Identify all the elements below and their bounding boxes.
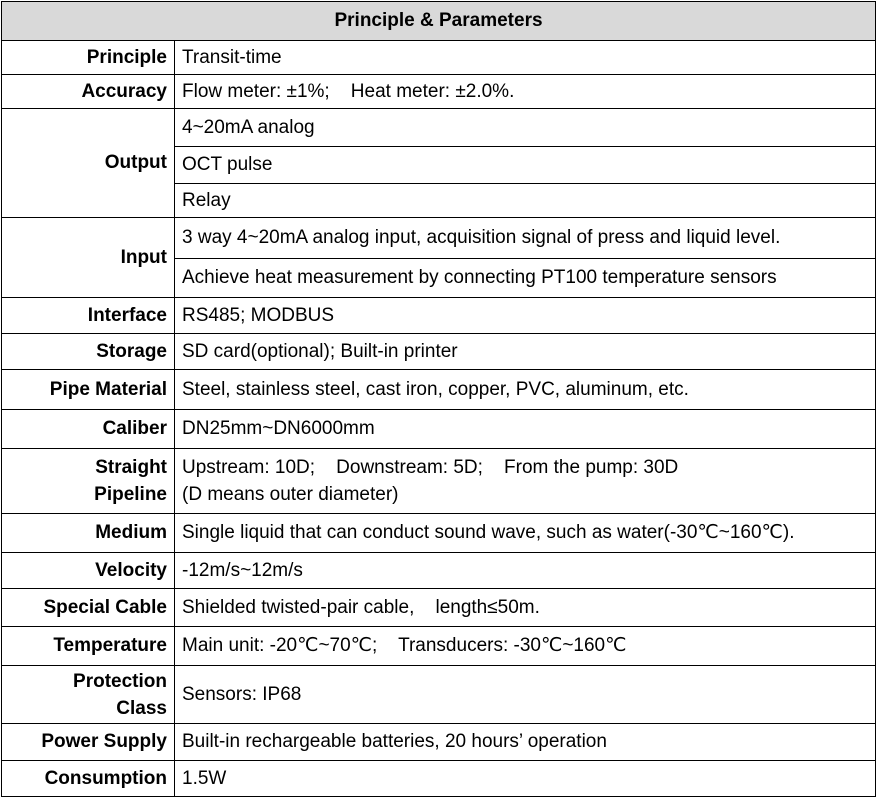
label-temperature: Temperature xyxy=(2,627,175,666)
label-storage: Storage xyxy=(2,334,175,370)
value-straight-pipeline xyxy=(175,449,876,514)
label-input: Input xyxy=(2,218,175,298)
value-straight-pipeline-line2: (D means outer diameter) xyxy=(182,484,399,505)
table-row-storage xyxy=(2,334,876,370)
table-row-output-1 xyxy=(2,109,876,147)
parameters-table xyxy=(1,1,876,797)
table-row-caliber xyxy=(2,410,876,449)
value-power-supply: Built-in rechargeable batteries, 20 hours’ operation xyxy=(175,724,876,761)
label-protection-class xyxy=(2,666,175,724)
table-row-accuracy xyxy=(2,75,876,109)
table-header-row xyxy=(2,2,876,41)
table-title: Principle & Parameters xyxy=(2,2,876,41)
value-special-cable: Shielded twisted-pair cable, length≤50m. xyxy=(175,589,876,627)
value-straight-pipeline-line1: Upstream: 10D; Downstream: 5D; From the pump: 30D xyxy=(182,457,679,478)
label-protection-class-line2: Class xyxy=(116,697,167,719)
table-row-interface xyxy=(2,298,876,334)
value-input-heat: Achieve heat measurement by connecting PT100 temperature sensors xyxy=(175,259,876,298)
label-straight-pipeline xyxy=(2,449,175,514)
table-row-consumption xyxy=(2,761,876,797)
label-straight-pipeline-line1: Straight xyxy=(95,457,167,478)
table-row-medium xyxy=(2,514,876,553)
value-accuracy: Flow meter: ±1%; Heat meter: ±2.0%. xyxy=(175,75,876,109)
value-principle: Transit-time xyxy=(175,41,876,75)
table-row-input-1 xyxy=(2,218,876,259)
value-velocity: -12m/s~12m/s xyxy=(175,553,876,589)
label-output: Output xyxy=(2,109,175,218)
value-output-pulse: OCT pulse xyxy=(175,147,876,184)
table-row-special-cable xyxy=(2,589,876,627)
label-accuracy: Accuracy xyxy=(2,75,175,109)
value-storage: SD card(optional); Built-in printer xyxy=(175,334,876,370)
label-power-supply: Power Supply xyxy=(2,724,175,761)
label-medium: Medium xyxy=(2,514,175,553)
label-protection-class-line1: Protection xyxy=(73,670,167,692)
table-row-temperature xyxy=(2,627,876,666)
table-row-straight-pipeline xyxy=(2,449,876,514)
value-output-analog: 4~20mA analog xyxy=(175,109,876,147)
label-pipe-material: Pipe Material xyxy=(2,370,175,410)
label-interface: Interface xyxy=(2,298,175,334)
table-row-pipe-material xyxy=(2,370,876,410)
value-consumption: 1.5W xyxy=(175,761,876,797)
label-consumption: Consumption xyxy=(2,761,175,797)
table-row-velocity xyxy=(2,553,876,589)
value-protection-class: Sensors: IP68 xyxy=(175,666,876,724)
value-output-relay: Relay xyxy=(175,184,876,218)
label-straight-pipeline-line2: Pipeline xyxy=(94,484,167,505)
table-row-power-supply xyxy=(2,724,876,761)
value-pipe-material: Steel, stainless steel, cast iron, copper, PVC, aluminum, etc. xyxy=(175,370,876,410)
value-caliber: DN25mm~DN6000mm xyxy=(175,410,876,449)
label-special-cable: Special Cable xyxy=(2,589,175,627)
value-input-analog: 3 way 4~20mA analog input, acquisition signal of press and liquid level. xyxy=(175,218,876,259)
value-temperature: Main unit: -20℃~70℃; Transducers: -30℃~160℃ xyxy=(175,627,876,666)
label-velocity: Velocity xyxy=(2,553,175,589)
label-principle: Principle xyxy=(2,41,175,75)
table-row-principle xyxy=(2,41,876,75)
value-interface: RS485; MODBUS xyxy=(175,298,876,334)
label-caliber: Caliber xyxy=(2,410,175,449)
value-medium: Single liquid that can conduct sound wave, such as water(-30℃~160℃). xyxy=(175,514,876,553)
table-row-protection-class xyxy=(2,666,876,724)
